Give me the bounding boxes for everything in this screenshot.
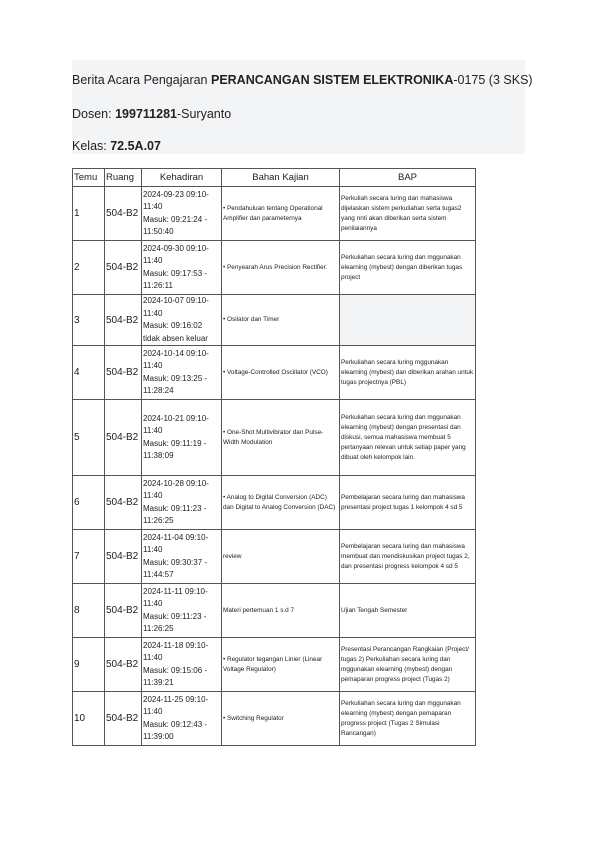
scheduled-time: 2024-11-25 09:10-11:40 xyxy=(143,694,209,716)
attendance-cell xyxy=(142,692,222,746)
room-cell xyxy=(105,241,142,295)
meeting-number-cell xyxy=(73,530,105,584)
check-in-time: Masuk: 09:11:23 - 11:26:25 xyxy=(143,503,207,525)
room-cell xyxy=(105,187,142,241)
meeting-number: 9 xyxy=(74,659,80,670)
bap-cell xyxy=(340,295,476,346)
attendance-cell xyxy=(142,400,222,476)
scheduled-time: 2024-10-14 09:10-11:40 xyxy=(143,348,209,370)
room-code: 504-B2 xyxy=(106,497,139,508)
attendance-cell xyxy=(142,187,222,241)
study-material-text: • Analog to Digital Conversion (ADC) dan Digital to Analog Conversion (DAC) xyxy=(223,493,336,511)
study-material-cell xyxy=(222,692,340,746)
table-row xyxy=(73,295,476,346)
attendance-cell xyxy=(142,476,222,530)
meeting-number-cell xyxy=(73,476,105,530)
meeting-number: 4 xyxy=(74,367,80,378)
attendance-cell xyxy=(142,346,222,400)
table-row xyxy=(73,692,476,746)
check-in-time: Masuk: 09:17:53 - 11:26:11 xyxy=(143,268,208,290)
room-cell xyxy=(105,476,142,530)
table-row xyxy=(73,530,476,584)
table-row xyxy=(73,584,476,638)
study-material-text: review xyxy=(223,552,242,560)
scheduled-time: 2024-11-18 09:10-11:40 xyxy=(143,640,209,662)
scheduled-time: 2024-09-23 09:10-11:40 xyxy=(143,189,209,211)
bap-cell xyxy=(340,241,476,295)
bap-cell xyxy=(340,187,476,241)
study-material-text: • Switching Regulator xyxy=(223,714,284,722)
bap-cell xyxy=(340,476,476,530)
meeting-number: 3 xyxy=(74,314,80,326)
bap-cell xyxy=(340,584,476,638)
meeting-number-cell xyxy=(73,638,105,692)
column-header-temu: Temu xyxy=(73,169,105,187)
study-material-text: • Pendahuluan tentang Operational Amplifier dan parameternya xyxy=(223,204,323,222)
table-row xyxy=(73,638,476,692)
room-code: 504-B2 xyxy=(106,659,139,670)
attendance-cell xyxy=(142,241,222,295)
attendance-cell xyxy=(142,584,222,638)
table-header-row xyxy=(73,169,476,187)
column-header-bap: BAP xyxy=(340,169,476,187)
bap-text: Ujian Tengah Semester xyxy=(341,606,408,614)
meeting-number-cell xyxy=(73,241,105,295)
bap-text: Presentasi Perancangan Rangkaian (Project/ tugas 2) Perkuliahan secara luring dan mggunakan elearning (mybest) dengan pemaparan progress project (Tugas 2) xyxy=(341,645,469,683)
bap-text: Perkuliahan secara luring dan mggunakan elearning (mybest) dengan presentasi dan diskusi, semua mahasiswa membuat 5 pertanyaan relevan untuk setiap paper yang dibuat oleh kelompok lain. xyxy=(341,413,466,461)
bap-cell xyxy=(340,530,476,584)
scheduled-time: 2024-10-28 09:10-11:40 xyxy=(143,478,209,500)
column-header-ruang: Ruang xyxy=(105,169,142,187)
table-row xyxy=(73,400,476,476)
room-code: 504-B2 xyxy=(106,713,139,724)
bap-text: Perkuliahan secara luring dan mggunakan elearning (mybest) dengan pemaparan progress project (Tugas 2 Simulasi Rancangan) xyxy=(341,699,461,737)
room-cell xyxy=(105,295,142,346)
study-material-text: • Osilator dan Timer xyxy=(223,316,280,323)
room-cell xyxy=(105,346,142,400)
column-header-kehadiran: Kehadiran xyxy=(142,169,222,187)
meeting-number: 6 xyxy=(74,497,80,508)
scheduled-time: 2024-11-04 09:10-11:40 xyxy=(143,532,209,554)
room-cell xyxy=(105,638,142,692)
bap-text: Perkuliahan secara luring mggunakan elearning (mybest) dan diberikan arahan untuk tugas projectnya (PBL) xyxy=(341,358,474,386)
attendance-cell xyxy=(142,638,222,692)
attendance-table xyxy=(72,168,476,746)
scheduled-time: 2024-09-30 09:10-11:40 xyxy=(143,243,209,265)
study-material-cell xyxy=(222,187,340,241)
bap-text: Pembelajaran secara luring dan mahasiswa membuat dan mendiskusikan project tugas 2, dan presentasi progress kelompok 4 sd 5 xyxy=(341,542,470,570)
class-code: 72.5A.07 xyxy=(110,139,161,153)
scheduled-time: 2024-10-07 09:10-11:40 xyxy=(143,296,209,318)
check-in-time: Masuk: 09:11:19 - 11:38:09 xyxy=(143,438,207,460)
check-in-time: Masuk: 09:21:24 - 11:50:40 xyxy=(143,214,208,236)
study-material-cell xyxy=(222,476,340,530)
bap-text: Perkuliahan secara luring dan mggunakan elearning (mybest) dengan diberikan tugas project xyxy=(341,253,463,281)
check-in-time: Masuk: 09:13:25 - 11:28:24 xyxy=(143,373,208,395)
course-name: PERANCANGAN SISTEM ELEKTRONIKA xyxy=(210,73,454,87)
document-title xyxy=(72,72,533,88)
meeting-number-cell xyxy=(73,187,105,241)
table-row xyxy=(73,346,476,400)
study-material-cell xyxy=(222,241,340,295)
table-row xyxy=(73,187,476,241)
study-material-text: • Penyearah Arus Precision Rectifier. xyxy=(223,263,328,271)
meeting-number-cell xyxy=(73,584,105,638)
title-prefix: Berita Acara Pengajaran xyxy=(72,73,211,87)
room-cell xyxy=(105,584,142,638)
room-cell xyxy=(105,400,142,476)
table-body xyxy=(73,187,476,746)
study-material-cell xyxy=(222,346,340,400)
room-code: 504-B2 xyxy=(106,314,139,326)
bap-text: Pembelajaran secara luring dan mahasiswa presentasi project tugas 1 kelompok 4 sd 5 xyxy=(341,493,465,511)
column-header-bahan-kajian: Bahan Kajian xyxy=(222,169,340,187)
study-material-cell xyxy=(222,584,340,638)
meeting-number-cell xyxy=(73,692,105,746)
class-line xyxy=(72,138,161,154)
check-in-time: Masuk: 09:30:37 - 11:44:57 xyxy=(143,557,208,579)
meeting-number: 7 xyxy=(74,551,80,562)
study-material-text: Materi pertemuan 1 s.d 7 xyxy=(223,606,295,614)
room-code: 504-B2 xyxy=(106,262,139,273)
meeting-number: 8 xyxy=(74,605,80,616)
lecturer-name: -Suryanto xyxy=(176,107,232,121)
meeting-number: 5 xyxy=(74,432,80,443)
study-material-text: • Voltage-Controlled Oscillator (VCO) xyxy=(223,368,328,376)
bap-cell xyxy=(340,400,476,476)
scheduled-time: 2024-11-11 09:10-11:40 xyxy=(143,586,208,608)
class-label: Kelas: xyxy=(72,139,111,153)
meeting-number: 1 xyxy=(74,208,80,219)
room-cell xyxy=(105,692,142,746)
room-code: 504-B2 xyxy=(106,605,139,616)
attendance-cell xyxy=(142,530,222,584)
study-material-cell xyxy=(222,638,340,692)
study-material-cell xyxy=(222,295,340,346)
check-in-time: Masuk: 09:11:23 - 11:26:25 xyxy=(143,611,207,633)
check-in-time: Masuk: 09:12:43 - 11:39:00 xyxy=(143,719,208,741)
meeting-number-cell xyxy=(73,400,105,476)
meeting-number-cell xyxy=(73,346,105,400)
room-code: 504-B2 xyxy=(106,208,139,219)
check-in-time: Masuk: 09:15:06 - 11:39:21 xyxy=(143,665,208,687)
check-in-time: Masuk: 09:16:02 tidak absen keluar xyxy=(143,321,208,343)
room-code: 504-B2 xyxy=(106,432,139,443)
room-code: 504-B2 xyxy=(106,551,139,562)
meeting-number: 10 xyxy=(74,713,86,724)
study-material-text: • Regulator tegangan Linier (Linear Voltage Regulator) xyxy=(223,655,323,673)
course-code: -0175 (3 SKS) xyxy=(453,73,533,87)
room-cell xyxy=(105,530,142,584)
lecturer-line xyxy=(72,106,231,122)
study-material-cell xyxy=(222,400,340,476)
table-row xyxy=(73,476,476,530)
room-code: 504-B2 xyxy=(106,367,139,378)
bap-cell xyxy=(340,346,476,400)
bap-text: Perkuliah secara luring dan mahasiswa dijelaskan sistem perkuliahan serta tugas2 yang nnti akan diberikan serta sistem penilaiannya xyxy=(341,194,462,232)
lecturer-label: Dosen: xyxy=(72,107,116,121)
meeting-number-cell xyxy=(73,295,105,346)
bap-cell xyxy=(340,692,476,746)
lecturer-id: 199711281 xyxy=(115,107,177,121)
attendance-cell xyxy=(142,295,222,346)
bap-cell xyxy=(340,638,476,692)
scheduled-time: 2024-10-21 09:10-11:40 xyxy=(143,413,209,435)
table-row xyxy=(73,241,476,295)
meeting-number: 2 xyxy=(74,262,80,273)
study-material-text: • One-Shot Multivibrator dan Pulse-Width Modulation xyxy=(223,428,324,446)
study-material-cell xyxy=(222,530,340,584)
